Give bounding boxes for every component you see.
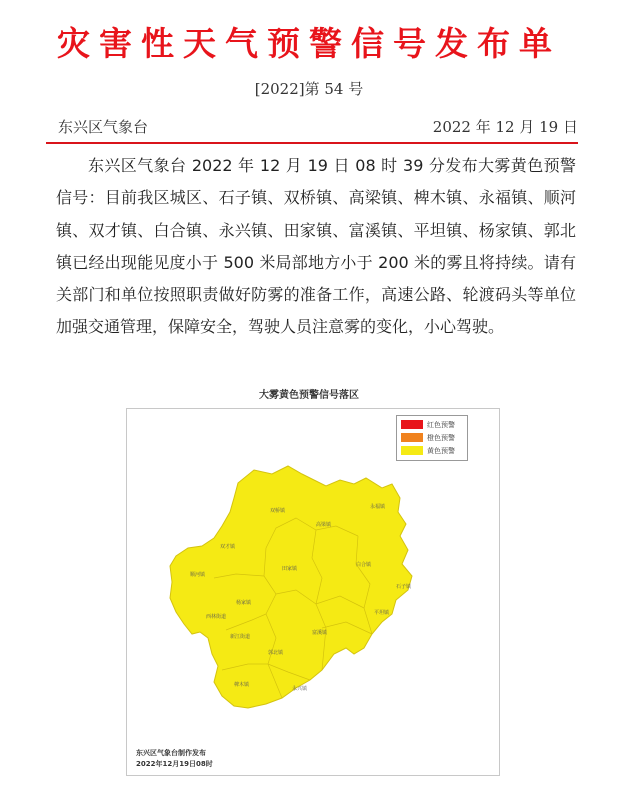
legend-swatch bbox=[401, 420, 423, 429]
legend-label: 红色预警 bbox=[427, 420, 455, 429]
town-label: 永福镇 bbox=[370, 504, 386, 510]
map-legend bbox=[396, 415, 468, 461]
legend-swatch bbox=[401, 446, 423, 455]
town-label: 双才镇 bbox=[220, 544, 236, 550]
warning-area-map bbox=[126, 408, 498, 774]
town-label: 新江街道 bbox=[230, 634, 251, 640]
warning-paragraph: 东兴区气象台 2022 年 12 月 19 日 08 时 39 分发布大雾黄色预警信号：目前我区城区、石子镇、双桥镇、高梁镇、椑木镇、永福镇、顺河镇、双才镇、白合镇、永兴镇、田家镇、富溪镇、平坦镇、杨家镇、郭北镇已经出现能见度小于 500 米局部地方小于 200 米的雾且将持续。请有关部门和单位按照职责做好防雾的准备工作，高速公路、轮渡码头等单位加强交通管理，保障安全，驾驶人员注意雾的变化，小心驾驶。 bbox=[56, 156, 576, 337]
district-region bbox=[170, 466, 412, 708]
red-divider bbox=[46, 142, 578, 144]
legend-item-red bbox=[401, 418, 467, 431]
town-label: 郭北镇 bbox=[268, 650, 284, 656]
issuer-name: 东兴区气象台 bbox=[58, 118, 149, 136]
document-title: 灾害性天气预警信号发布单 bbox=[57, 24, 561, 63]
town-label: 田家镇 bbox=[282, 566, 298, 572]
town-label: 顺河镇 bbox=[190, 572, 206, 578]
legend-label: 黄色预警 bbox=[427, 446, 455, 455]
legend-swatch bbox=[401, 433, 423, 442]
town-label: 永兴镇 bbox=[292, 686, 308, 692]
town-label: 白合镇 bbox=[356, 562, 372, 568]
town-label: 杨家镇 bbox=[236, 600, 252, 606]
town-label: 椑木镇 bbox=[234, 682, 250, 688]
map-footer-time: 2022年12月19日08时 bbox=[136, 760, 213, 768]
map-footer-publisher: 东兴区气象台制作发布 bbox=[136, 749, 206, 757]
town-label: 平坦镇 bbox=[374, 610, 390, 616]
legend-item-yellow bbox=[401, 444, 467, 457]
town-label: 双桥镇 bbox=[270, 508, 286, 514]
legend-label: 橙色预警 bbox=[427, 433, 455, 442]
town-label: 富溪镇 bbox=[312, 630, 328, 636]
document-number: [2022]第 54 号 bbox=[254, 80, 364, 98]
map-title: 大雾黄色预警信号落区 bbox=[259, 390, 359, 401]
town-label: 高梁镇 bbox=[316, 522, 332, 528]
town-label: 西林街道 bbox=[206, 614, 227, 620]
legend-item-orange bbox=[401, 431, 467, 444]
town-label: 石子镇 bbox=[396, 584, 412, 590]
issue-date: 2022 年 12 月 19 日 bbox=[432, 118, 578, 136]
